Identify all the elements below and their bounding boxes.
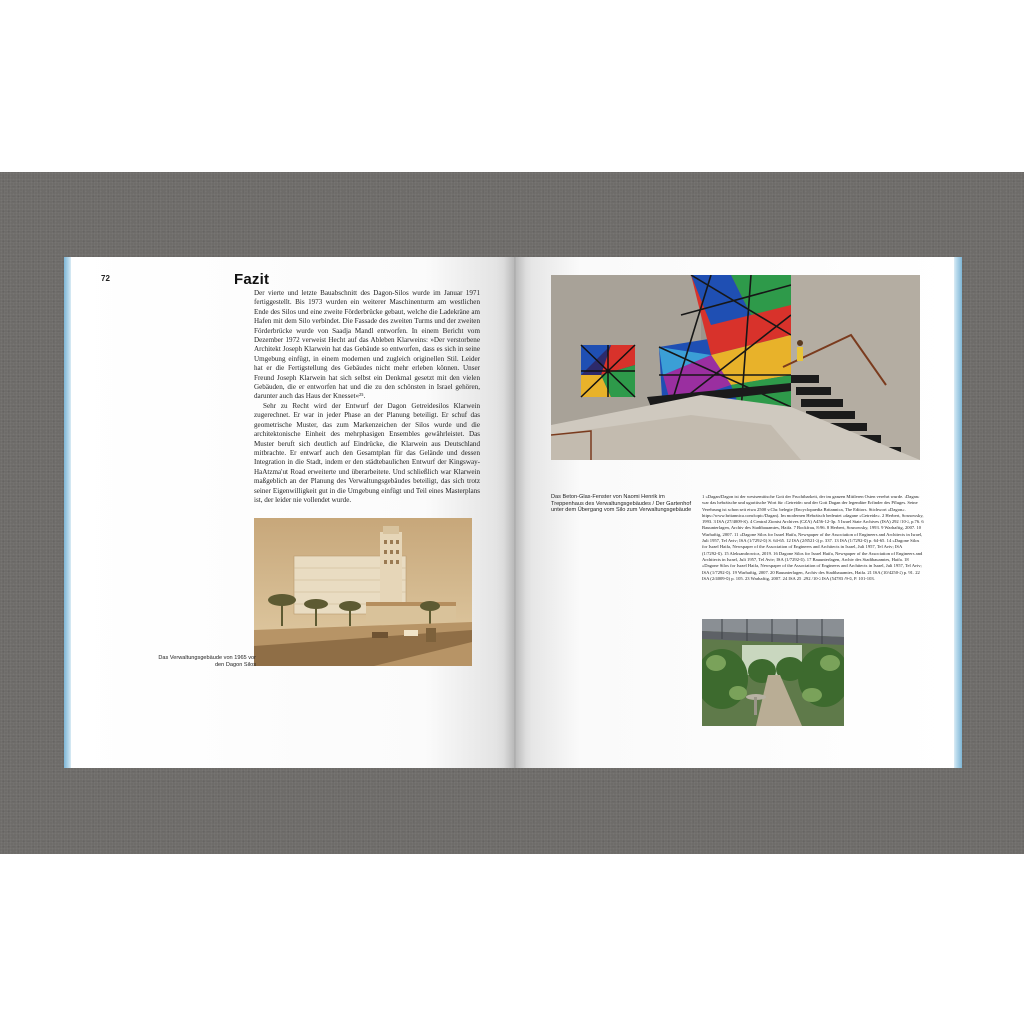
open-book	[64, 257, 962, 768]
section-heading: Fazit	[234, 271, 270, 288]
photo-stained-glass-staircase	[551, 275, 920, 460]
body-text	[254, 289, 480, 505]
page-edge-right	[953, 257, 962, 768]
photo-caption-right: Das Beton-Glas-Fenster von Naomi Henrik im Treppenhaus des Verwaltungsgebäudes / Der Gartenhof unter dem Übergang vom Silo zum Verwaltungsgebäude	[551, 494, 692, 514]
left-page	[71, 257, 514, 768]
footnotes: 1 »Dagan/Dagon ist der westsemitische Gott der Fruchtbarkeit, der im ganzen Mittleren Osten verehrt wurde. ›Dagan‹ war das hebräische und ugaritische Wort für ›Getreide‹ und der Gott Dagan der legendäre Erfinder des Pfluges. Seine Verehrung ist schon seit etwa 2500 v.Chr. belegte (Encyclopaedia Britannica, The Editors. Stichwort »Dagon«. https://www.britannica.com/topic/Dagan). Im modernen Hebräisch bedeutet »dagane »Getreide«. 2 Herbert, Sosnowsky, 1993. 3 ISA (א-27/4009). 4 Central Zionist Archives (CZA) A456-12-3p. 5 Israel State Archives (ISA) ג-10/ 292, p.76. 6 Bauunterlagen, Archiv des Stadtbauamtes, Haifa. 7 Bockfrau, 8:96. 8 Herbert, Sosnowsky, 1993. 9 Warhaftig, 2007. 10 Warhaftig, 2007. 11 »Dagone Silos for Israel Haifa, Newspaper of the Association of Engineers and Architects in Israel, Juli 1957, Tel Aviv; ISA (פ-1/7292) S. 64-65. 12 ISA (ג-2/8521) p. 337. 13 ISA (פ-1/7292) p. 64-65. 14 »Dagone Silos for Israel Haifa, Newspaper of the Association of Engineers and Architects in Israel, Juli 1957, Tel Aviv; ISA (פ-1/7292). 15 Aleksandrowicz, 2019. 16 Dagone Silos for Israel Haifa, Newspaper of the Association of Engineers and Architects in Israel, Juli 1957, Tel Aviv; ISA (פ-1/7292). 17 Bauunterlagen, Archiv des Stadtbauamtes, Haifa. 18 »Dagone Silos for Israel Haifa, Newspaper of the Association of Engineers and Architects in Israel, Juli 1957, Tel Aviv; ISA (פ-1/7292). 19 Warhaftig, 2007. 20 Bauunterlagen, Archiv des Stadtbauamtes, Haifa. 21 ISA (ג-10/4250) p. 91. 22 ISA (פ-2/4009) p. 105. 23 Warhaftig, 2007. 24 ISA ג-10/ 292. 25 ISA (פ-9/ 54783, P. 101-103.	[702, 494, 924, 581]
page-number: 72	[101, 274, 110, 283]
photo-caption-left: Das Verwaltungsgebäude von 1965 vor den Dagon Silos	[158, 655, 256, 668]
photo-administration-building	[254, 518, 472, 666]
paragraph-2: Sehr zu Recht wird der Entwurf der Dagon Getreidesilos Klarwein zugerechnet. Er war in jeder Phase an der Planung beteiligt. Er schuf das geometrische Muster, das zum Markenzeichen der Silos wurde und die architektonische Einheit des mehrphasigen Ensembles gewährleistet. Das Muster beruft sich deutlich auf Eindrücke, die Klarwein aus Deutschland mitbrachte. Er entwarf auch den Gesamtplan für das Gelände und dessen Integration in die Stadt, indem er den städtebaulichen Entwurf der Kingsway-HaAtzma'ut Road erweiterte und überarbeitete. Und schließlich war Klarwein maßgeblich an der Planung des Verwaltungsgebäudes beteiligt, das sich trotz seiner Eigenwilligkeit gut in die Umgebung einfügt und Teil eines Masterplans ist, der leider nie vollendet wurde.	[254, 401, 480, 504]
right-page	[514, 257, 954, 768]
paragraph-1: Der vierte und letzte Bauabschnitt des Dagon-Silos wurde im Januar 1971 fertiggestellt. Bis 1973 wurden ein weiterer Maschinenturm am westlichen Ende des Silos und eine zweite Förderbrücke gebaut, welche die Ladekräne am Hafen mit dem Silo verbindet. Die Fassade des zweiten Turms und der zweiten Förderbrücke wurde von Saadja Mandl entworfen. In einem Bericht vom Dezember 1972 verweist Hecht auf das Ableben Klarweins: »Der verstorbene Architekt Joseph Klarwein hat das Gebäude so entworfen, dass es sich in seine Umgebung einfügt, in einem modernen und zugleich originellen Stil. Leider hat er die Fertigstellung des Gebäudes nicht mehr erleben können. Unser Freund Joseph Klarwein hat sich selbst ein Denkmal gesetzt mit den vielen Gebäuden, die er entworfen hat und die zu den schönsten in Israel gehören, darunter auch das Haus der Knesset«²⁵.	[254, 289, 480, 401]
spine-shadow	[504, 257, 526, 768]
photo-garden-courtyard	[702, 619, 844, 726]
